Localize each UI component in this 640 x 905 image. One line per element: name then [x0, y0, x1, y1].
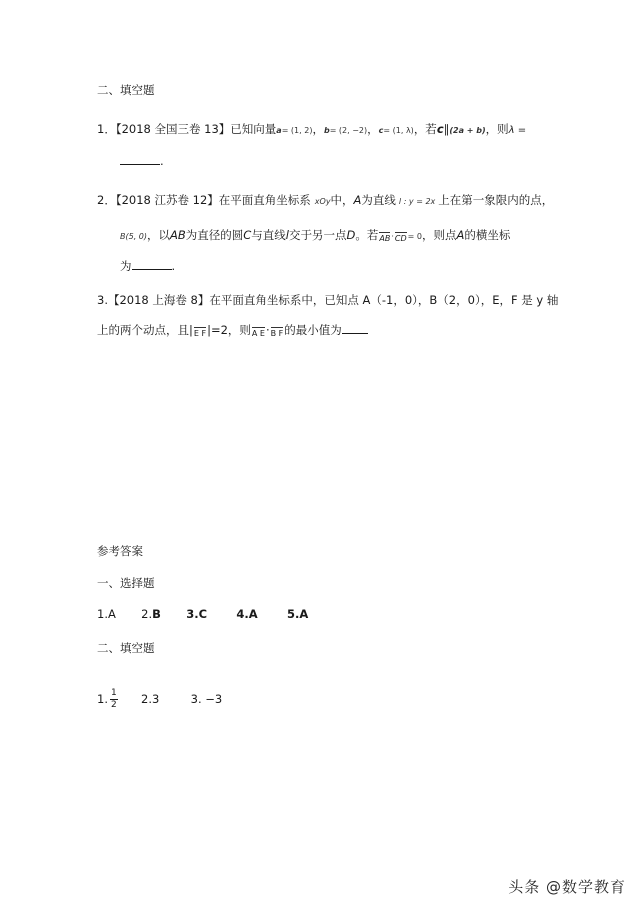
q3-dot: · [265, 323, 270, 337]
fraction-denominator: 2 [110, 700, 117, 710]
choice-answer: 2.B [141, 607, 161, 621]
fill-answer-3: 3. −3 [190, 692, 223, 706]
q2-t1: 中， [330, 193, 354, 207]
watermark: 头条 @数学教育 [508, 878, 626, 896]
q1-vector-c2: c [436, 122, 444, 136]
q2-t2: 为直线 [361, 193, 396, 207]
q1-answer-blank[interactable] [120, 154, 160, 165]
q3-vector-bf: B F [270, 329, 284, 338]
q1-vector-c-value: = (1, λ) [383, 126, 414, 135]
q2-vector-ab: AB [379, 234, 391, 243]
answers-title: 参考答案 [97, 544, 143, 558]
q2-answer-blank[interactable] [132, 259, 172, 270]
q1-vector-c: c [378, 126, 384, 135]
q2-t4: ，以 [147, 228, 170, 242]
q2-point-b: B(5, 0) [120, 232, 147, 241]
q2-t11: 为 [120, 259, 132, 273]
q2-segment-ab: AB [170, 228, 186, 242]
q2-eq0: = 0 [407, 232, 422, 241]
answers-choice-heading: 一、选择题 [97, 576, 155, 590]
choice-answer: 3.C [186, 607, 208, 621]
q2-end: . [171, 259, 176, 273]
q1-vector-b: b [323, 126, 330, 135]
q1-expression: (2a + b) [449, 126, 486, 135]
answers-fill-heading: 二、填空题 [97, 641, 155, 655]
q2-prefix: 2．【2018 江苏卷 12】在平面直角坐标系 [97, 193, 311, 207]
q1-mid: ，若 [413, 122, 437, 136]
q2-t7: 交于另一点 [289, 228, 347, 242]
q1-tail: ，则 [485, 122, 509, 136]
question-3-line-1: 3.【2018 上海卷 8】在平面直角坐标系中，已知点 A（-1，0），B（2，0），E，F 是 y 轴 [97, 293, 559, 307]
q2-line-l: l [285, 228, 289, 242]
q1-sep1: ， [312, 122, 324, 136]
question-3-line-2 [97, 322, 368, 338]
fill-answer-1-fraction [110, 688, 118, 711]
q2-line-equation: l : y = 2x [398, 197, 436, 206]
fill-answer-1-number: 1. [97, 692, 108, 706]
q2-circle-c: C [243, 228, 252, 242]
q3-t3: 的最小值为 [284, 323, 342, 337]
choice-answers-row [97, 606, 308, 622]
choice-answer: 5.A [286, 607, 309, 621]
q2-point-a: A [353, 193, 362, 207]
q2-point-d: D [346, 228, 356, 242]
q1-prefix: 1．【2018 全国三卷 13】已知向量 [97, 122, 277, 136]
q2-xoy: xOy [314, 197, 331, 206]
question-2-line-2 [120, 227, 510, 245]
q3-t1: 上的两个动点，且| [97, 323, 193, 337]
q1-end: . [160, 154, 164, 168]
q2-t10: 的横坐标 [464, 228, 511, 242]
q1-vector-a-value: = (1, 2) [281, 126, 313, 135]
q1-parallel-symbol: ∥ [443, 122, 450, 136]
q1-vector-b-value: = (2, −2) [329, 126, 368, 135]
q2-dot: · [391, 232, 394, 241]
question-2-line-1 [97, 192, 553, 210]
q2-vector-cd: CD [394, 234, 407, 243]
question-1-line-2 [120, 153, 164, 169]
q2-t9: ，则点 [421, 228, 457, 242]
q3-vector-ae: A E [251, 329, 265, 338]
fraction-numerator: 1 [110, 688, 117, 698]
choice-answer: 4.A [236, 607, 258, 621]
fill-answers-row [97, 688, 222, 711]
q1-vector-a: a [276, 126, 282, 135]
q2-t6: 与直线 [251, 228, 286, 242]
q3-t2: |=2，则 [207, 323, 251, 337]
q3-vector-ef: E F [193, 329, 207, 338]
q2-t5: 为直径的圆 [185, 228, 244, 242]
choice-answer: 1.A [97, 607, 116, 621]
question-1-line-1 [97, 121, 526, 139]
q2-t3: 上在第一象限内的点， [438, 193, 554, 207]
section-heading-fill: 二、填空题 [97, 83, 155, 97]
q2-point-a2: A [456, 228, 465, 242]
q1-sep2: ， [367, 122, 379, 136]
q3-answer-blank[interactable] [342, 323, 368, 334]
question-2-line-3 [120, 258, 175, 274]
q1-lambda: λ = [508, 125, 527, 136]
fill-answer-2: 2.3 [141, 692, 160, 706]
q2-t8: 。若 [355, 228, 379, 242]
